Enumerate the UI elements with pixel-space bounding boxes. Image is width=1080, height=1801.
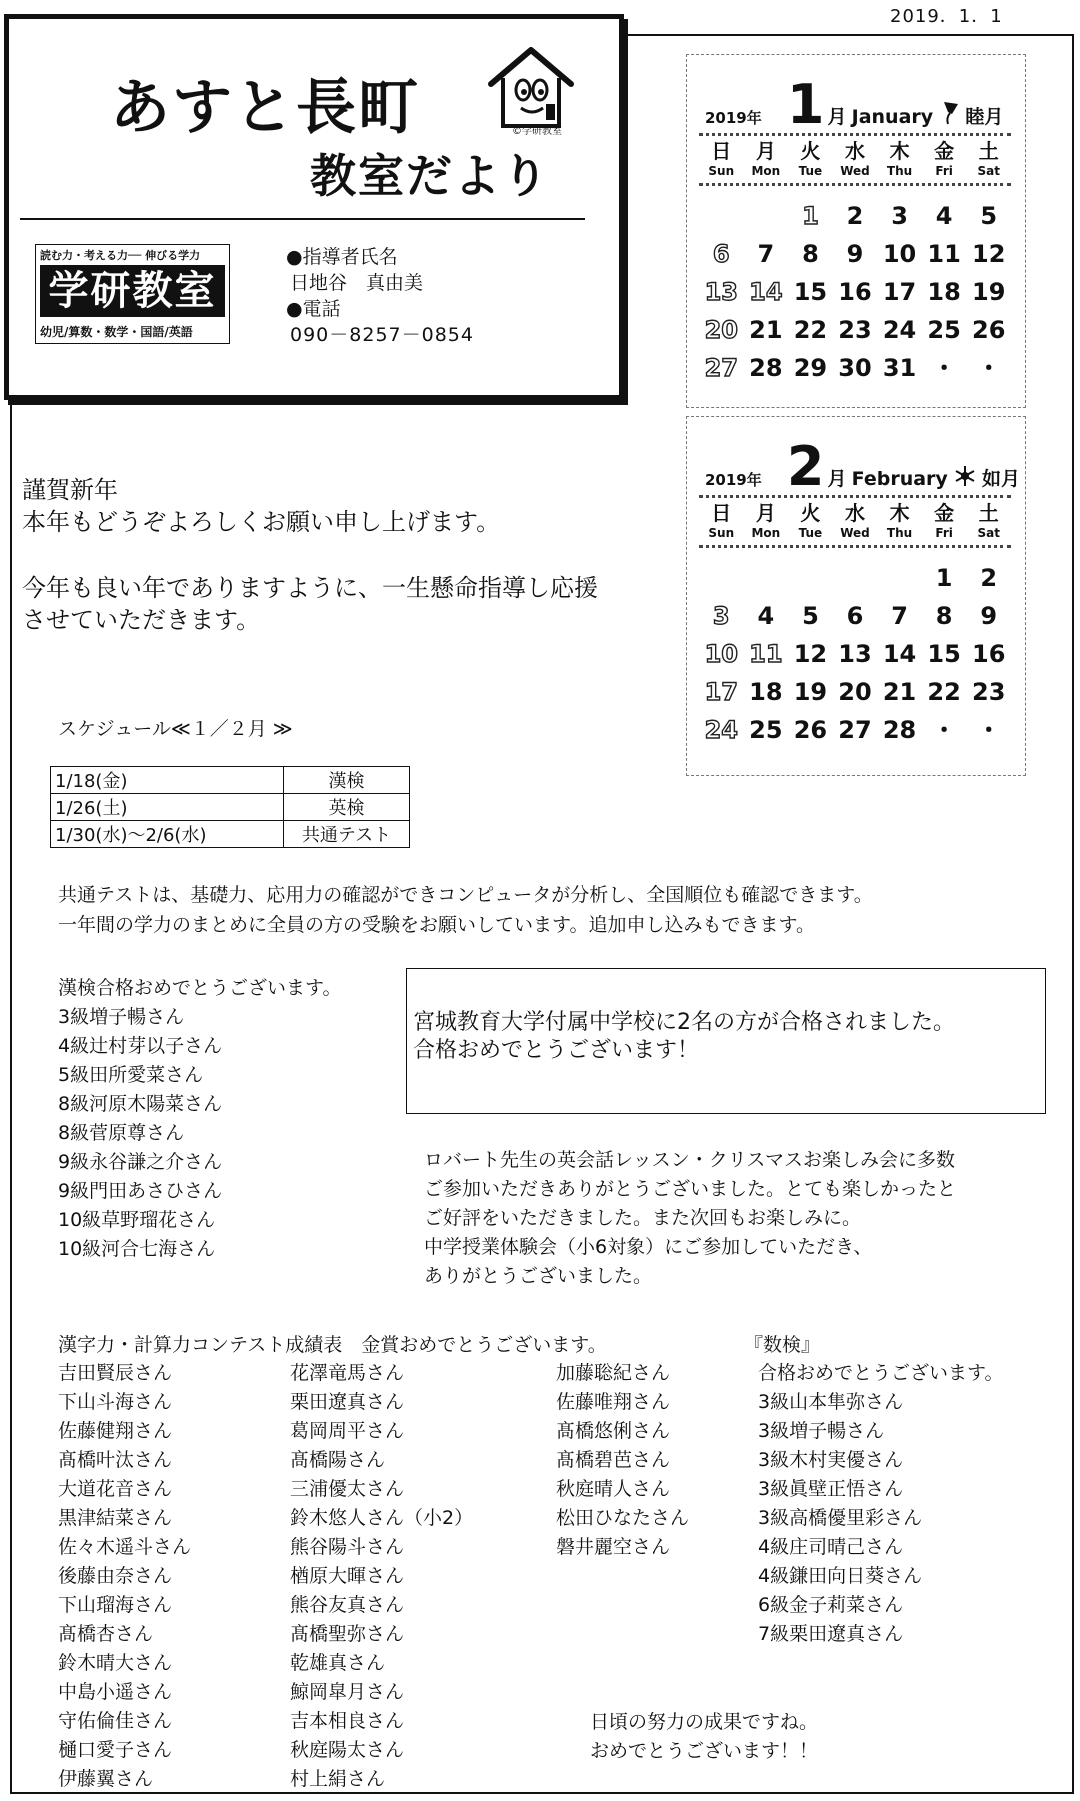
weekday-jp: 金 bbox=[934, 501, 955, 525]
calendar-header bbox=[705, 73, 1003, 136]
calendar-day: 7 bbox=[757, 240, 775, 268]
calendar-day: 17 bbox=[704, 678, 738, 706]
calendar-day: 12 bbox=[972, 240, 1006, 268]
calendar-day: 8 bbox=[802, 240, 819, 268]
contest-column-3 bbox=[556, 1359, 689, 1562]
weekday-label bbox=[877, 501, 922, 541]
calendar-day: 26 bbox=[793, 716, 828, 744]
calendar-divider bbox=[699, 183, 1011, 186]
weekday-jp: 火 bbox=[800, 139, 821, 163]
calendar-day: 3 bbox=[712, 602, 730, 630]
list-item: 9級永谷謙之介さん bbox=[58, 1151, 223, 1173]
weekday-en: Thu bbox=[886, 526, 913, 540]
weekday-jp: 水 bbox=[844, 501, 865, 525]
contest-column-1 bbox=[58, 1359, 191, 1794]
weekday-label bbox=[966, 139, 1011, 179]
weekday-jp: 水 bbox=[844, 139, 865, 163]
list-item: 6級金子莉菜さん bbox=[758, 1594, 904, 1616]
kanken-list bbox=[58, 974, 341, 1264]
list-item: 鈴木悠人さん（小2） bbox=[290, 1507, 474, 1529]
list-item: 髙橋叶汰さん bbox=[58, 1449, 173, 1471]
list-item: 3級増子暢さん bbox=[758, 1420, 885, 1442]
weekday-label bbox=[922, 139, 967, 179]
weekday-en: Sat bbox=[977, 164, 1000, 178]
list-item: 大道花音さん bbox=[58, 1478, 173, 1500]
logo-tagline: 読む力・考える力── 伸びる学力 bbox=[40, 249, 201, 262]
weekday-label bbox=[699, 501, 744, 541]
list-item: 楢原大暉さん bbox=[290, 1565, 405, 1587]
calendar-february bbox=[686, 416, 1026, 776]
issue-date: 2019．1．1 bbox=[890, 6, 1003, 27]
calendar-day: 3 bbox=[891, 202, 908, 230]
calendar-day: 4 bbox=[757, 602, 775, 630]
contest-column-2 bbox=[290, 1359, 473, 1794]
calendar-day: 24 bbox=[882, 316, 917, 344]
calendar-divider bbox=[699, 133, 1011, 136]
list-item: 加藤聡紀さん bbox=[556, 1362, 671, 1384]
calendar-day: 14 bbox=[882, 640, 917, 668]
calendar-month-en: January bbox=[851, 106, 934, 128]
weekday-label bbox=[699, 139, 744, 179]
list-item: 葛岡周平さん bbox=[290, 1420, 405, 1442]
calendar-day: 14 bbox=[749, 278, 783, 306]
gakken-logo bbox=[35, 244, 230, 344]
calendar-day: 7 bbox=[891, 602, 908, 630]
calendar-month-jp: 睦月 bbox=[965, 106, 1004, 128]
calendar-month-suffix: 月 bbox=[827, 468, 847, 490]
list-item: 下山瑠海さん bbox=[58, 1594, 173, 1616]
calendar-day bbox=[788, 559, 833, 597]
weekday-jp: 月 bbox=[755, 501, 776, 525]
calendar-year: 2019年 bbox=[705, 109, 762, 127]
list-item: 栗田遼真さん bbox=[290, 1391, 405, 1413]
schedule-event: 共通テスト bbox=[284, 821, 410, 848]
calendar-day: 13 bbox=[704, 278, 738, 306]
calendar-january bbox=[686, 54, 1026, 408]
calendar-day: 21 bbox=[882, 678, 917, 706]
list-item: 佐藤健翔さん bbox=[58, 1420, 173, 1442]
calendar-day: 12 bbox=[793, 640, 828, 668]
weekday-en: Sat bbox=[977, 526, 1000, 540]
weekday-en: Wed bbox=[840, 526, 870, 540]
list-item: 髙橋陽さん bbox=[290, 1449, 386, 1471]
calendar-day: 22 bbox=[793, 316, 828, 344]
calendar-day: 5 bbox=[980, 202, 998, 230]
list-item: 3級木村実優さん bbox=[758, 1449, 904, 1471]
new-year-wish: 今年も良い年でありますように、一生懸命指導し応援 させていただきます。 bbox=[22, 574, 598, 634]
calendar-day: ・ bbox=[976, 354, 1001, 382]
calendar-day: ・ bbox=[976, 716, 1001, 744]
calendar-day: 15 bbox=[927, 640, 961, 668]
list-item: 伊藤翼さん bbox=[58, 1768, 154, 1790]
contest-title: 漢字力・計算力コンテスト成績表 金賞おめでとうございます。 bbox=[58, 1334, 607, 1356]
copyright-caption: ©学研教室 bbox=[512, 126, 562, 137]
calendar-day: 22 bbox=[927, 678, 961, 706]
weekday-en: Sun bbox=[708, 164, 735, 178]
calendar-month-number: 2 bbox=[786, 435, 823, 498]
calendar-month-number: 1 bbox=[786, 73, 823, 136]
schedule-date: 1/30(水)～2/6(水) bbox=[51, 821, 284, 848]
calendar-day: 17 bbox=[882, 278, 917, 306]
weekday-jp: 木 bbox=[889, 139, 910, 163]
weekday-label bbox=[833, 501, 878, 541]
weekday-en: Sun bbox=[708, 526, 735, 540]
calendar-day: 20 bbox=[704, 316, 738, 344]
calendar-day: ・ bbox=[932, 354, 957, 382]
calendar-day: 29 bbox=[793, 354, 828, 382]
weekday-en: Fri bbox=[935, 526, 953, 540]
calendar-day: 15 bbox=[793, 278, 828, 306]
kanken-title: 漢検合格おめでとうございます。 bbox=[58, 977, 342, 999]
weekday-en: Thu bbox=[886, 164, 913, 178]
calendar-day: 18 bbox=[749, 678, 783, 706]
schedule-title: スケジュール≪１／２月 ≫ bbox=[58, 718, 293, 740]
weekday-label bbox=[922, 501, 967, 541]
newsletter-title: あすと長町 bbox=[110, 73, 420, 143]
weekday-label bbox=[877, 139, 922, 179]
calendar-day: 30 bbox=[838, 354, 872, 382]
calendar-day: 20 bbox=[838, 678, 872, 706]
calendar-day: 10 bbox=[704, 640, 738, 668]
calendar-day: 24 bbox=[704, 716, 738, 744]
calendar-day bbox=[877, 559, 922, 597]
list-item: 7級栗田遼真さん bbox=[758, 1623, 904, 1645]
calendar-day: 9 bbox=[846, 240, 864, 268]
calendar-day: 19 bbox=[793, 678, 828, 706]
calendar-month-en: February bbox=[851, 468, 948, 490]
weekday-label bbox=[966, 501, 1011, 541]
day-grid bbox=[699, 197, 1011, 387]
calendar-day: 19 bbox=[972, 278, 1006, 306]
list-item: 鈴木晴大さん bbox=[58, 1652, 173, 1674]
calendar-day: 4 bbox=[935, 202, 953, 230]
list-item: 9級門田あさひさん bbox=[58, 1180, 223, 1202]
calendar-day: 1 bbox=[802, 202, 819, 230]
list-item: 4級鎌田向日葵さん bbox=[758, 1565, 923, 1587]
list-item: 3級山本隼弥さん bbox=[758, 1391, 904, 1413]
weekday-en: Mon bbox=[751, 164, 781, 178]
calendar-day: 23 bbox=[838, 316, 872, 344]
weekday-en: Tue bbox=[798, 164, 823, 178]
calendar-day: 31 bbox=[882, 354, 917, 382]
list-item: 髙橋悠俐さん bbox=[556, 1420, 671, 1442]
list-item: 髙橋碧芭さん bbox=[556, 1449, 671, 1471]
closing-message: 日頃の努力の成果ですね。 おめでとうございます！！ bbox=[590, 1711, 819, 1762]
calendar-day: 2 bbox=[846, 202, 864, 230]
calendar-day: 28 bbox=[749, 354, 783, 382]
list-item: 佐藤唯翔さん bbox=[556, 1391, 671, 1413]
calendar-day: 11 bbox=[749, 640, 783, 668]
kite-icon bbox=[938, 100, 960, 126]
list-item: 中島小遥さん bbox=[58, 1681, 173, 1703]
calendar-divider bbox=[699, 545, 1011, 548]
list-item: 5級田所愛菜さん bbox=[58, 1064, 204, 1086]
weekday-jp: 日 bbox=[711, 139, 732, 163]
calendar-day: 10 bbox=[882, 240, 917, 268]
list-item: 4級辻村芽以子さん bbox=[58, 1035, 223, 1057]
list-item: 吉本相良さん bbox=[290, 1710, 405, 1732]
weekday-label bbox=[788, 139, 833, 179]
list-item: 秋庭陽太さん bbox=[290, 1739, 405, 1761]
list-item: 守佑倫佳さん bbox=[58, 1710, 173, 1732]
list-item: 秋庭晴人さん bbox=[556, 1478, 671, 1500]
calendar-day bbox=[699, 197, 744, 235]
weekday-jp: 金 bbox=[934, 139, 955, 163]
weekday-en: Tue bbox=[798, 526, 823, 540]
schedule-date: 1/18(金) bbox=[51, 767, 284, 794]
list-item: 3級増子暢さん bbox=[58, 1006, 185, 1028]
calendar-day: 27 bbox=[838, 716, 872, 744]
schedule-date: 1/26(土) bbox=[51, 794, 284, 821]
day-grid bbox=[699, 559, 1011, 749]
instructor-name: 日地谷 真由美 bbox=[290, 272, 424, 294]
list-item: 黒津結菜さん bbox=[58, 1507, 173, 1529]
list-item: 3級高橋優里彩さん bbox=[758, 1507, 923, 1529]
list-item: 佐々木遥斗さん bbox=[58, 1536, 192, 1558]
calendar-day bbox=[744, 197, 789, 235]
weekday-row bbox=[699, 501, 1011, 541]
list-item: 10級草野瑠花さん bbox=[58, 1209, 216, 1231]
list-item: 合格おめでとうございます。 bbox=[758, 1362, 1004, 1384]
english-event-message: ロバート先生の英会話レッスン・クリスマスお楽しみ会に多数 ご参加いただきありがとうございました。とても楽しかったと ご好評をいただきました。また次回もお楽しみに。 中学授業体験会（小6対象）にご参加していただき、 ありがとうございました。 bbox=[424, 1149, 957, 1287]
list-item: 熊谷陽斗さん bbox=[290, 1536, 405, 1558]
weekday-en: Mon bbox=[751, 526, 781, 540]
calendar-day: 8 bbox=[935, 602, 953, 630]
weekday-label bbox=[744, 501, 789, 541]
calendar-divider bbox=[699, 495, 1011, 498]
calendar-header bbox=[705, 435, 1020, 498]
calendar-day: 1 bbox=[935, 564, 953, 592]
calendar-day bbox=[833, 559, 878, 597]
phone-number: 090－8257－0854 bbox=[290, 324, 474, 346]
calendar-day: 18 bbox=[927, 278, 961, 306]
list-item: 松田ひなたさん bbox=[556, 1507, 690, 1529]
list-item: 髙橋杏さん bbox=[58, 1623, 154, 1645]
calendar-day: 9 bbox=[980, 602, 998, 630]
university-notice-box bbox=[406, 968, 1046, 1114]
schedule-event: 漢検 bbox=[284, 767, 410, 794]
list-item: 後藤由奈さん bbox=[58, 1565, 173, 1587]
phone-label: ●電話 bbox=[286, 298, 341, 320]
instructor-label: ●指導者氏名 bbox=[286, 246, 398, 268]
calendar-day: 25 bbox=[749, 716, 783, 744]
calendar-day: 28 bbox=[882, 716, 917, 744]
list-item: 樋口愛子さん bbox=[58, 1739, 173, 1761]
calendar-day: 5 bbox=[802, 602, 819, 630]
list-item: 下山斗海さん bbox=[58, 1391, 173, 1413]
weekday-jp: 火 bbox=[800, 501, 821, 525]
header-divider bbox=[20, 218, 585, 220]
calendar-day: 25 bbox=[927, 316, 961, 344]
list-item: 吉田賢辰さん bbox=[58, 1362, 173, 1384]
table-row bbox=[51, 794, 410, 821]
calendar-day: 6 bbox=[846, 602, 864, 630]
new-year-greeting: 謹賀新年 本年もどうぞよろしくお願い申し上げます。 bbox=[22, 476, 501, 536]
calendar-day: 21 bbox=[749, 316, 783, 344]
list-item: 花澤竜馬さん bbox=[290, 1362, 405, 1384]
calendar-day: 27 bbox=[704, 354, 738, 382]
weekday-jp: 土 bbox=[978, 501, 999, 525]
snowflake-icon bbox=[953, 464, 977, 488]
weekday-jp: 日 bbox=[711, 501, 732, 525]
calendar-day: ・ bbox=[932, 716, 957, 744]
list-item: 熊谷友真さん bbox=[290, 1594, 405, 1616]
weekday-label bbox=[833, 139, 878, 179]
weekday-jp: 土 bbox=[978, 139, 999, 163]
list-item: 髙橋聖弥さん bbox=[290, 1623, 405, 1645]
list-item: 8級菅原尊さん bbox=[58, 1122, 185, 1144]
calendar-day bbox=[699, 559, 744, 597]
logo-name: 学研教室 bbox=[40, 265, 225, 317]
list-item: 4級庄司晴己さん bbox=[758, 1536, 904, 1558]
table-row bbox=[51, 767, 410, 794]
weekday-jp: 月 bbox=[755, 139, 776, 163]
calendar-month-suffix: 月 bbox=[827, 106, 847, 128]
university-notice-text: 宮城教育大学付属中学校に2名の方が合格されました。 合格おめでとうございます！ bbox=[413, 1010, 955, 1063]
calendar-day: 11 bbox=[927, 240, 961, 268]
calendar-day: 23 bbox=[972, 678, 1006, 706]
weekday-label bbox=[744, 139, 789, 179]
calendar-year: 2019年 bbox=[705, 471, 762, 489]
list-item: 村上絹さん bbox=[290, 1768, 386, 1790]
calendar-day bbox=[744, 559, 789, 597]
list-item: 磐井麗空さん bbox=[556, 1536, 671, 1558]
weekday-en: Wed bbox=[840, 164, 870, 178]
suuken-title: 『数検』 bbox=[744, 1334, 821, 1356]
calendar-day: 2 bbox=[980, 564, 998, 592]
list-item: 鯨岡皐月さん bbox=[290, 1681, 405, 1703]
weekday-label bbox=[788, 501, 833, 541]
calendar-day: 6 bbox=[712, 240, 730, 268]
list-item: 10級河合七海さん bbox=[58, 1238, 216, 1260]
newsletter-subtitle: 教室だより bbox=[310, 149, 550, 203]
list-item: 三浦優太さん bbox=[290, 1478, 405, 1500]
calendar-day: 16 bbox=[972, 640, 1006, 668]
table-row bbox=[51, 821, 410, 848]
calendar-month-jp: 如月 bbox=[981, 468, 1020, 490]
common-test-note: 共通テストは、基礎力、応用力の確認ができコンピュータが分析し、全国順位も確認できます。 一年間の学力のまとめに全員の方の受験をお願いしています。追加申し込みもできます。 bbox=[58, 884, 873, 936]
calendar-day: 13 bbox=[838, 640, 872, 668]
weekday-row bbox=[699, 139, 1011, 179]
list-item: 乾雄真さん bbox=[290, 1652, 386, 1674]
schedule-event: 英検 bbox=[284, 794, 410, 821]
weekday-en: Fri bbox=[935, 164, 953, 178]
schedule-table bbox=[50, 766, 410, 848]
suuken-list bbox=[758, 1359, 1003, 1649]
list-item: 8級河原木陽菜さん bbox=[58, 1093, 223, 1115]
calendar-day: 16 bbox=[838, 278, 872, 306]
calendar-day: 26 bbox=[972, 316, 1006, 344]
list-item: 3級眞壁正悟さん bbox=[758, 1478, 904, 1500]
logo-subjects: 幼児/算数・数学・国語/英語 bbox=[40, 325, 193, 339]
contact-info bbox=[286, 244, 474, 348]
weekday-jp: 木 bbox=[889, 501, 910, 525]
